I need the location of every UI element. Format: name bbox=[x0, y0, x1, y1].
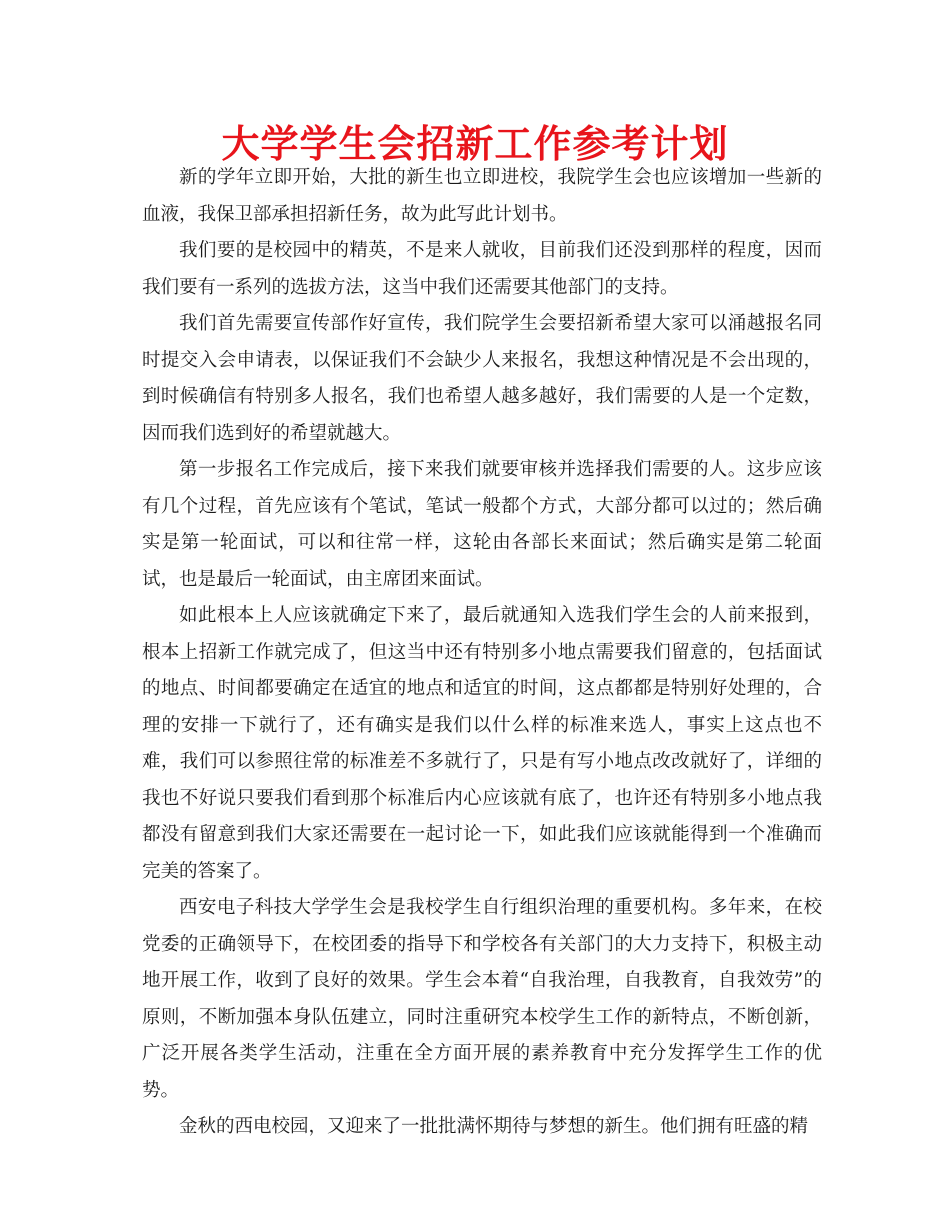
paragraph-1: 新的学年立即开始，大批的新生也立即进校，我院学生会也应该增加一些新的血液，我保卫部承担招新任务，故为此写此计划书。 bbox=[142, 167, 822, 225]
paragraph-6: 西安电子科技大学学生会是我校学生自行组织治理的重要机构。多年来，在校党委的正确领导下，在校团委的指导下和学校各有关部门的大力支持下，积极主动地开展工作，收到了良好的效果。学生会本着“自我治理，自我教育，自我效劳”的原则，不断加强本身队伍建立，同时注重研究本校学生工作的新特点，不断创新，广泛开展各类学生活动，注重在全方面开展的素养教育中充分发挥学生工作的优势。 bbox=[142, 897, 822, 1101]
document-title: 大学学生会招新工作参考计划 bbox=[221, 122, 729, 166]
document-body bbox=[142, 160, 822, 1146]
paragraph-7: 金秋的西电校园，又迎来了一批批满怀期待与梦想的新生。他们拥有旺盛的精 bbox=[179, 1116, 809, 1137]
paragraph-2: 我们要的是校园中的精英，不是来人就收，目前我们还没到那样的程度，因而我们要有一系列的选拔方法，这当中我们还需要其他部门的支持。 bbox=[142, 240, 822, 298]
paragraph-4: 第一步报名工作完成后，接下来我们就要审核并选择我们需要的人。这步应该有几个过程，首先应该有个笔试，笔试一般都个方式，大部分都可以过的；然后确实是第一轮面试，可以和往常一样，这轮由各部长来面试；然后确实是第二轮面试，也是最后一轮面试，由主席团来面试。 bbox=[142, 459, 822, 590]
paragraph-3: 我们首先需要宣传部作好宣传，我们院学生会要招新希望大家可以涌越报名同时提交入会申请表，以保证我们不会缺少人来报名，我想这种情况是不会出现的，到时候确信有特别多人报名，我们也希望人越多越好，我们需要的人是一个定数，因而我们选到好的希望就越大。 bbox=[142, 313, 822, 444]
paragraph-5: 如此根本上人应该就确定下来了，最后就通知入选我们学生会的人前来报到，根本上招新工作就完成了，但这当中还有特别多小地点需要我们留意的，包括面试的地点、时间都要确定在适宜的地点和适宜的时间，这点都都是特别好处理的，合理的安排一下就行了，还有确实是我们以什么样的标准来选人，事实上这点也不难，我们可以参照往常的标准差不多就行了，只是有写小地点改改就好了，详细的我也不好说只要我们看到那个标准后内心应该就有底了，也许还有特别多小地点我都没有留意到我们大家还需要在一起讨论一下，如此我们应该就能得到一个准确而完美的答案了。 bbox=[142, 605, 822, 882]
